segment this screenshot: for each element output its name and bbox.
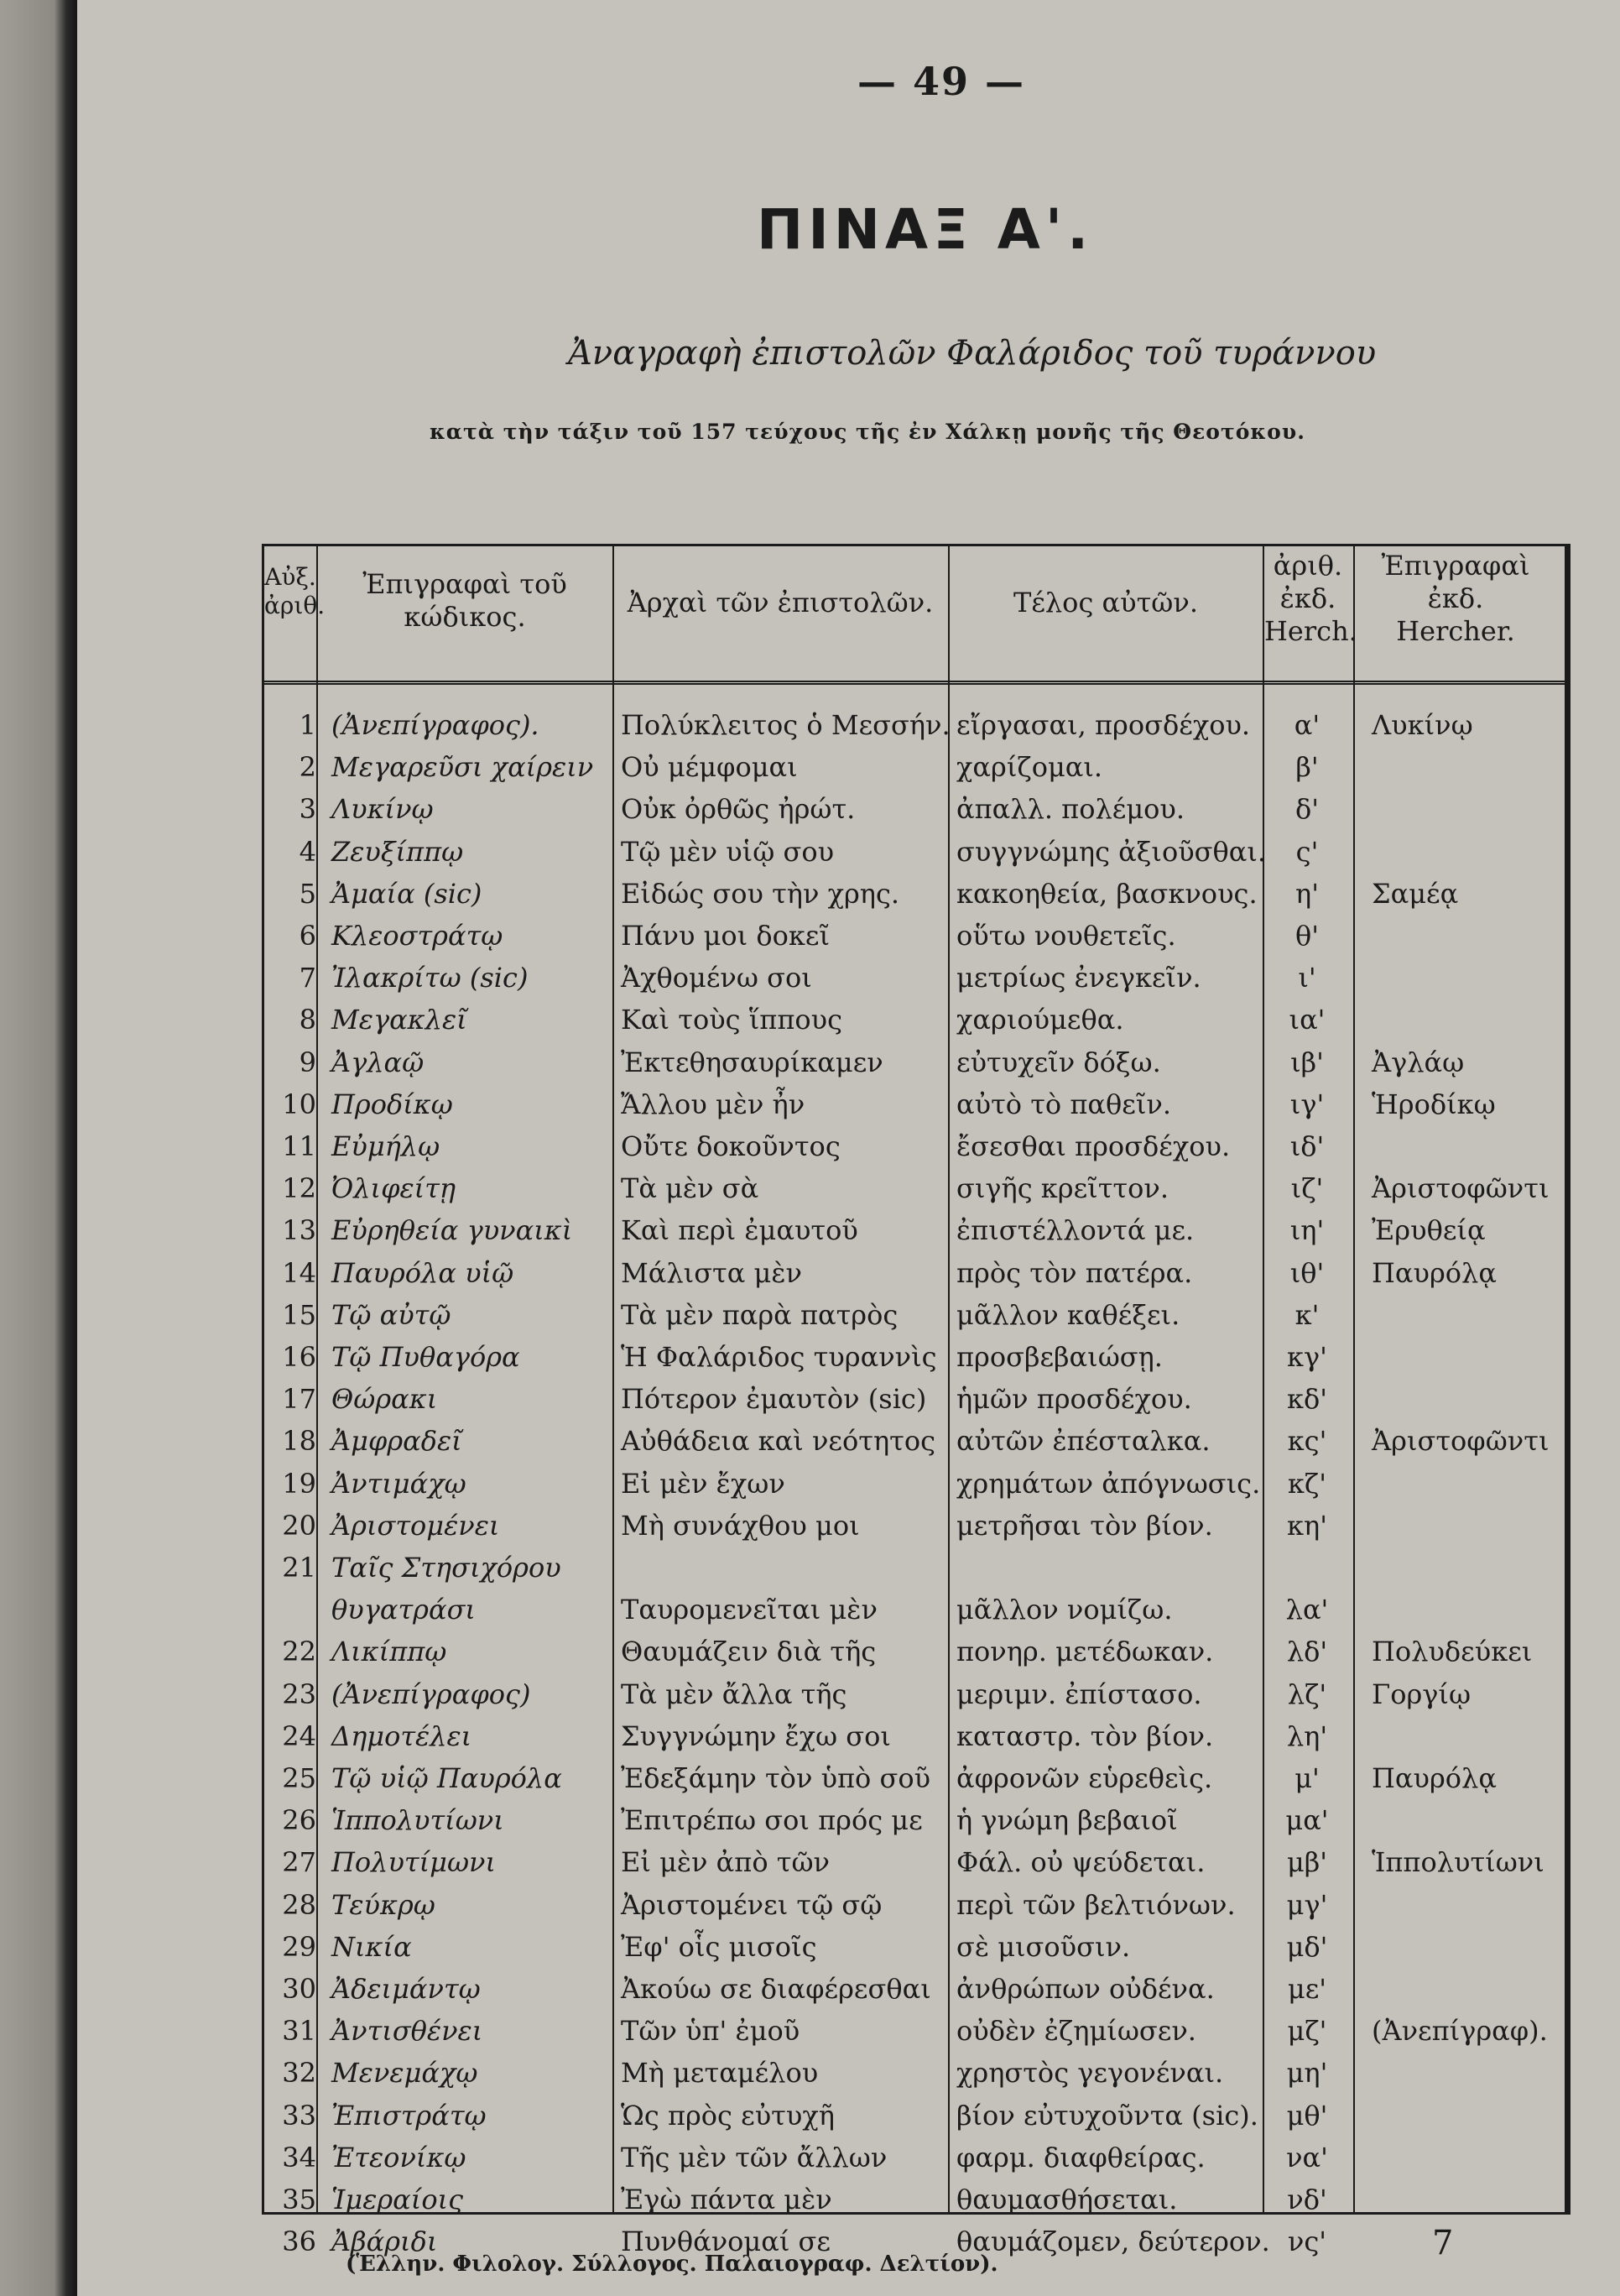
row-inscription: (Ἀνεπίγραφος). xyxy=(331,709,539,741)
row-inscription: Ἰλακρίτω (sic) xyxy=(331,962,529,994)
row-hercher-number: κ' xyxy=(1294,1298,1320,1331)
row-inscription: Τῷ αὐτῷ xyxy=(331,1298,451,1331)
row-ending: σὲ μισοῦσιν. xyxy=(956,1930,1131,1963)
row-inscription: (Ἀνεπίγραφος) xyxy=(331,1678,531,1710)
header-end-line: Τέλος αὐτῶν. xyxy=(1013,587,1199,618)
row-inscription: Τῷ Πυθαγόρα xyxy=(331,1341,520,1373)
row-inscription: θυγατράσι xyxy=(331,1594,476,1626)
row-ending: οὕτω νουθετεῖς. xyxy=(956,920,1176,952)
row-number: 14 xyxy=(282,1256,316,1289)
row-inscription: Ἱμεραίοις xyxy=(331,2184,464,2215)
row-ending: αὐτῶν ἐπέσταλκα. xyxy=(956,1425,1211,1458)
row-number: 6 xyxy=(299,920,316,952)
header-hercher-number xyxy=(1264,550,1357,648)
row-ending: ἡμῶν προσδέχου. xyxy=(956,1383,1192,1416)
row-beginning: Καὶ τοὺς ἵππους xyxy=(621,1004,842,1036)
row-hercher-number: κη' xyxy=(1287,1509,1327,1542)
row-beginning: Οὔτε δοκοῦντος xyxy=(621,1130,841,1162)
row-inscription: Ὀλιφείτῃ xyxy=(331,1172,456,1205)
row-hercher-number: ιζ' xyxy=(1290,1172,1324,1205)
row-hercher-number: νδ' xyxy=(1287,2184,1327,2215)
row-beginning: Ἀκούω σε διαφέρεσθαι xyxy=(621,1973,931,2005)
page-subtitle: Ἀναγραφὴ ἐπιστολῶν Φαλάριδος τοῦ τυράννου xyxy=(568,334,1377,373)
row-inscription: Δημοτέλει xyxy=(331,1719,472,1752)
row-ending: αὐτὸ τὸ παθεῖν. xyxy=(956,1088,1171,1120)
page-number: — 49 — xyxy=(857,59,1026,104)
header-hercher-line: Ἐπιγραφαὶ xyxy=(1381,550,1530,582)
row-ending: ἐπιστέλλοντά με. xyxy=(956,1214,1195,1247)
row-number: 30 xyxy=(282,1973,316,2005)
row-hercher-number: μδ' xyxy=(1286,1930,1328,1963)
row-hercher-number: μζ' xyxy=(1287,2015,1327,2048)
table-row xyxy=(264,876,1565,911)
row-hercher-inscription: Ἡροδίκῳ xyxy=(1372,1088,1496,1120)
row-ending: πονηρ. μετέδωκαν. xyxy=(956,1636,1214,1668)
row-beginning: Μάλιστα μὲν xyxy=(621,1256,802,1289)
header-num xyxy=(264,563,326,620)
row-ending: θαυμάζομεν, δεύτερον. xyxy=(956,2226,1270,2258)
row-beginning: Ἀχθομένω σοι xyxy=(621,962,812,994)
table-row xyxy=(264,2140,1565,2175)
row-hercher-number: ι' xyxy=(1298,962,1316,994)
row-number: 34 xyxy=(282,2141,316,2173)
table-row xyxy=(264,749,1565,785)
row-beginning: Ἄλλου μὲν ἦν xyxy=(621,1088,805,1120)
row-ending: καταστρ. τὸν βίον. xyxy=(956,1719,1214,1752)
header-endings xyxy=(950,587,1262,619)
row-number: 25 xyxy=(282,1762,316,1794)
table-row xyxy=(264,1297,1565,1333)
row-beginning: Τὰ μὲν σὰ xyxy=(621,1172,759,1205)
row-ending: μετρῆσαι τὸν βίον. xyxy=(956,1509,1213,1542)
row-inscription: Ἐτεονίκῳ xyxy=(331,2141,466,2173)
row-ending: εὐτυχεῖν δόξω. xyxy=(956,1046,1161,1078)
row-number: 28 xyxy=(282,1888,316,1921)
row-hercher-number: λζ' xyxy=(1287,1678,1327,1710)
table-row xyxy=(264,1255,1565,1291)
header-num-line: ἀριθ. xyxy=(264,592,326,620)
row-hercher-number: μα' xyxy=(1285,1804,1329,1837)
row-beginning: Καὶ περὶ ἐμαυτοῦ xyxy=(621,1214,858,1247)
row-hercher-number: κζ' xyxy=(1287,1467,1327,1500)
header-begin-line: Ἀρχαὶ τῶν ἐπιστολῶν. xyxy=(627,587,934,618)
row-ending: ἀφρονῶν εὑρεθεὶς. xyxy=(956,1762,1213,1794)
row-ending: πρὸς τὸν πατέρα. xyxy=(956,1256,1193,1289)
row-hercher-number: μβ' xyxy=(1286,1846,1328,1879)
row-beginning: Οὐ μέμφομαι xyxy=(621,751,798,784)
row-ending: φαρμ. διαφθείρας. xyxy=(956,2141,1206,2173)
row-inscription: Εὐρηθεία γυναικὶ xyxy=(331,1214,573,1247)
row-number: 21 xyxy=(282,1552,316,1584)
row-ending: περὶ τῶν βελτιόνων. xyxy=(956,1888,1236,1921)
row-beginning: Αὐθάδεια καὶ νεότητος xyxy=(621,1425,935,1458)
row-beginning: Μὴ μεταμέλου xyxy=(621,2057,819,2090)
row-ending: μεριμν. ἐπίστασο. xyxy=(956,1678,1202,1710)
row-ending: σιγῆς κρεῖττον. xyxy=(956,1172,1169,1205)
row-number: 33 xyxy=(282,2099,316,2132)
row-number: 7 xyxy=(299,962,316,994)
row-beginning: Τὰ μὲν ἄλλα τῆς xyxy=(621,1678,847,1710)
table-row xyxy=(264,1508,1565,1543)
table-row xyxy=(264,2013,1565,2048)
row-number: 36 xyxy=(282,2226,316,2258)
row-number: 10 xyxy=(282,1088,316,1120)
row-ending: ἀνθρώπων οὐδένα. xyxy=(956,1973,1215,2005)
row-beginning: Ἐπιτρέπω σοι πρός με xyxy=(621,1804,923,1837)
row-ending: Φάλ. οὐ ψεύδεται. xyxy=(956,1846,1206,1879)
row-inscription: Νικία xyxy=(331,1930,412,1963)
header-beginnings xyxy=(614,587,946,619)
row-inscription: Μεγαρεῦσι χαίρειν xyxy=(331,751,594,784)
table-row xyxy=(264,2098,1565,2133)
table-row xyxy=(264,1677,1565,1712)
table-row xyxy=(264,834,1565,869)
row-beginning: Εἰ μὲν ἀπὸ τῶν xyxy=(621,1846,830,1879)
row-hercher-inscription: Σαμέᾳ xyxy=(1372,877,1459,910)
row-hercher-number: νς' xyxy=(1287,2226,1327,2258)
header-arith-line: ἐκδ. xyxy=(1279,582,1336,615)
table-row xyxy=(264,1845,1565,1880)
footer-source: (Ἑλλην. Φιλολογ. Σύλλογος. Παλαιογραφ. Δελτίον). xyxy=(346,2252,998,2277)
row-inscription: Μεγακλεῖ xyxy=(331,1004,467,1036)
table-row xyxy=(264,2055,1565,2090)
row-number: 13 xyxy=(282,1214,316,1247)
table-row xyxy=(264,707,1565,743)
row-inscription: Μενεμάχῳ xyxy=(331,2057,478,2090)
row-inscription: Ἀβάριδι xyxy=(331,2226,438,2258)
signature-mark: 7 xyxy=(1432,2224,1454,2262)
row-hercher-number: ιθ' xyxy=(1289,1256,1325,1289)
row-inscription: Λυκίνῳ xyxy=(331,793,434,826)
row-number: 20 xyxy=(282,1509,316,1542)
table-row xyxy=(264,1129,1565,1164)
row-hercher-number: δ' xyxy=(1294,793,1320,826)
header-num-line: Αὐξ. xyxy=(264,563,316,591)
row-hercher-inscription: Παυρόλᾳ xyxy=(1372,1762,1497,1794)
table-row xyxy=(264,1002,1565,1037)
header-hercher-line: ἐκδ. xyxy=(1427,582,1484,615)
row-inscription: Ἀντισθένει xyxy=(331,2015,483,2048)
table-row xyxy=(264,1761,1565,1796)
row-ending: συγγνώμης ἀξιοῦσθαι. xyxy=(956,835,1267,868)
header-hercher-line: Hercher. xyxy=(1396,615,1515,648)
table-row xyxy=(264,1929,1565,1965)
row-hercher-number: λδ' xyxy=(1286,1636,1328,1668)
row-hercher-number: λα' xyxy=(1285,1594,1329,1626)
row-ending: θαυμασθήσεται. xyxy=(956,2184,1178,2215)
row-inscription: Ἐπιστράτῳ xyxy=(331,2099,487,2132)
row-ending: προσβεβαιώσῃ. xyxy=(956,1341,1163,1373)
row-number: 24 xyxy=(282,1719,316,1752)
row-beginning: Πυνθάνομαί σε xyxy=(621,2226,831,2258)
row-ending: μετρίως ἐνεγκεῖν. xyxy=(956,962,1201,994)
row-hercher-number: με' xyxy=(1287,1973,1327,2005)
letters-table xyxy=(262,544,1571,2258)
row-number: 22 xyxy=(282,1636,316,1668)
row-hercher-number: η' xyxy=(1295,877,1319,910)
table-row xyxy=(264,1466,1565,1501)
row-number: 19 xyxy=(282,1467,316,1500)
row-number: 9 xyxy=(299,1046,316,1078)
row-number: 32 xyxy=(282,2057,316,2090)
table-row xyxy=(264,1887,1565,1923)
row-inscription: Θώρακι xyxy=(331,1383,438,1416)
row-beginning: Συγγνώμην ἔχω σοι xyxy=(621,1719,891,1752)
row-inscription: Εὐμήλῳ xyxy=(331,1130,440,1162)
row-number: 31 xyxy=(282,2015,316,2048)
table-row xyxy=(264,1171,1565,1206)
row-hercher-inscription: Ἀριστοφῶντι xyxy=(1372,1172,1550,1205)
row-inscription: Προδίκῳ xyxy=(331,1088,453,1120)
row-beginning: Ἀριστομένει τῷ σῷ xyxy=(621,1888,883,1921)
row-inscription: Ἀμαία (sic) xyxy=(331,877,482,910)
row-inscription: Ἀμφραδεῖ xyxy=(331,1425,462,1458)
row-inscription: Τεύκρῳ xyxy=(331,1888,435,1921)
page-title: ΠΙΝΑΞ Α'. xyxy=(757,197,1094,262)
row-hercher-number: ιδ' xyxy=(1289,1130,1325,1162)
row-inscription: Πολυτίμωνι xyxy=(331,1846,497,1879)
row-hercher-number: ιη' xyxy=(1289,1214,1325,1247)
row-number: 8 xyxy=(299,1004,316,1036)
row-hercher-number: κγ' xyxy=(1287,1341,1327,1373)
row-hercher-inscription: (Ἀνεπίγραφ). xyxy=(1372,2015,1548,2048)
row-beginning: Ὡς πρὸς εὐτυχῆ xyxy=(621,2099,835,2132)
table-row xyxy=(264,918,1565,953)
row-ending: οὐδὲν ἐζημίωσεν. xyxy=(956,2015,1196,2048)
row-inscription: Ἱππολυτίωνι xyxy=(331,1804,504,1837)
row-beginning: Οὐκ ὀρθῶς ἠρώτ. xyxy=(621,793,856,826)
table-row xyxy=(264,1381,1565,1417)
table-row xyxy=(264,1550,1565,1585)
table-row xyxy=(264,1423,1565,1458)
header-hercher-inscriptions xyxy=(1355,550,1556,648)
row-hercher-number: μ' xyxy=(1294,1762,1320,1794)
row-beginning: Τῷ μὲν υἱῷ σου xyxy=(621,835,835,868)
row-inscription: Παυρόλα υἱῷ xyxy=(331,1256,514,1289)
row-number: 18 xyxy=(282,1425,316,1458)
row-ending: ἔσεσθαι προσδέχου. xyxy=(956,1130,1231,1162)
row-hercher-inscription: Γοργίῳ xyxy=(1372,1678,1472,1710)
row-beginning: Πολύκλειτος ὁ Μεσσήν. xyxy=(621,709,951,741)
row-number: 2 xyxy=(299,751,316,784)
row-ending: χρηστὸς γεγονέναι. xyxy=(956,2057,1224,2090)
header-inscriptions xyxy=(318,568,612,634)
row-ending: χαρίζομαι. xyxy=(956,751,1103,784)
row-hercher-number: ς' xyxy=(1295,835,1319,868)
row-inscription: Ἀριστομένει xyxy=(331,1509,500,1542)
row-beginning: Εἰ μὲν ἔχων xyxy=(621,1467,785,1500)
row-hercher-number: λη' xyxy=(1286,1719,1328,1752)
row-number: 16 xyxy=(282,1341,316,1373)
row-beginning: Θαυμάζειν διὰ τῆς xyxy=(621,1636,877,1668)
row-ending: εἴργασαι, προσδέχου. xyxy=(956,709,1251,741)
row-hercher-inscription: Ἀριστοφῶντι xyxy=(1372,1425,1550,1458)
row-beginning: Εἰδώς σου τὴν χρης. xyxy=(621,877,900,910)
row-inscription: Τῷ υἱῷ Παυρόλα xyxy=(331,1762,562,1794)
row-number: 29 xyxy=(282,1930,316,1963)
table-row xyxy=(264,1592,1565,1627)
row-inscription: Ἀδειμάντῳ xyxy=(331,1973,481,2005)
row-ending: ἡ γνώμη βεβαιοῖ xyxy=(956,1804,1178,1837)
row-ending: κακοηθεία, βασκνους. xyxy=(956,877,1258,910)
row-hercher-inscription: Ἐρυθείᾳ xyxy=(1372,1214,1486,1247)
table-row xyxy=(264,960,1565,995)
row-hercher-number: ια' xyxy=(1289,1004,1326,1036)
row-hercher-number: ιγ' xyxy=(1289,1088,1325,1120)
row-number: 23 xyxy=(282,1678,316,1710)
row-hercher-number: μθ' xyxy=(1286,2099,1328,2132)
row-hercher-inscription: Παυρόλᾳ xyxy=(1372,1256,1497,1289)
row-beginning: Ἐγὼ πάντα μὲν xyxy=(621,2184,832,2215)
row-hercher-number: β' xyxy=(1295,751,1319,784)
row-number: 5 xyxy=(299,877,316,910)
table-row xyxy=(264,1087,1565,1122)
row-number: 15 xyxy=(282,1298,316,1331)
row-number: 35 xyxy=(282,2184,316,2215)
row-hercher-number: κς' xyxy=(1287,1425,1327,1458)
row-beginning: Ἐκτεθησαυρίκαμεν xyxy=(621,1046,883,1078)
row-hercher-number: μη' xyxy=(1286,2057,1328,2090)
table-row xyxy=(264,2182,1565,2217)
row-number: 27 xyxy=(282,1846,316,1879)
row-beginning: Ἐδεξάμην τὸν ὑπὸ σοῦ xyxy=(621,1762,931,1794)
row-number: 4 xyxy=(299,835,316,868)
book-binding-edge xyxy=(0,0,77,2296)
row-beginning: Μὴ συνάχθου μοι xyxy=(621,1509,860,1542)
header-inscr-line: κώδικος. xyxy=(404,601,526,634)
table-row xyxy=(264,1803,1565,1838)
row-ending: βίον εὐτυχοῦντα (sic). xyxy=(956,2099,1258,2132)
row-beginning: Τῶν ὑπ' ἐμοῦ xyxy=(621,2015,800,2048)
row-inscription: Ταῖς Στησιχόρου xyxy=(331,1552,561,1584)
header-arith-line: ἀριθ. xyxy=(1273,550,1343,582)
row-inscription: Κλεοστράτῳ xyxy=(331,920,503,952)
table-row xyxy=(264,1719,1565,1754)
table-row xyxy=(264,1213,1565,1248)
row-ending: μᾶλλον νομίζω. xyxy=(956,1594,1173,1626)
row-hercher-number: κδ' xyxy=(1286,1383,1328,1416)
row-ending: μᾶλλον καθέξει. xyxy=(956,1298,1180,1331)
row-beginning: Ταυρομενεῖται μὲν xyxy=(621,1594,878,1626)
row-hercher-inscription: Λυκίνῳ xyxy=(1372,709,1473,741)
row-hercher-inscription: Ἀγλάῳ xyxy=(1372,1046,1465,1078)
row-hercher-number: να' xyxy=(1286,2141,1328,2173)
table-row xyxy=(264,1634,1565,1669)
row-ending: ἀπαλλ. πολέμου. xyxy=(956,793,1185,826)
row-ending: χαριούμεθα. xyxy=(956,1004,1124,1036)
row-number: 26 xyxy=(282,1804,316,1837)
header-arith-line: Herch. xyxy=(1264,615,1357,648)
row-number: 11 xyxy=(282,1130,316,1162)
row-beginning: Ἐφ' οἷς μισοῖς xyxy=(621,1930,817,1963)
row-number: 3 xyxy=(299,793,316,826)
row-beginning: Τῆς μὲν τῶν ἄλλων xyxy=(621,2141,888,2173)
row-beginning: Πότερον ἐμαυτὸν (sic) xyxy=(621,1383,927,1416)
row-beginning: Πάνυ μοι δοκεῖ xyxy=(621,920,831,952)
header-inscr-line: Ἐπιγραφαὶ τοῦ xyxy=(362,568,567,600)
row-number: 12 xyxy=(282,1172,316,1205)
table-row xyxy=(264,1045,1565,1080)
document-page xyxy=(77,0,1620,2296)
row-beginning: Τὰ μὲν παρὰ πατρὸς xyxy=(621,1298,899,1331)
row-ending: χρημάτων ἀπόγνωσις. xyxy=(956,1467,1261,1500)
row-hercher-inscription: Ἱππολυτίωνι xyxy=(1372,1846,1544,1879)
row-beginning: Ἡ Φαλάριδος τυραννὶς xyxy=(621,1341,937,1373)
page-subtitle-source: κατὰ τὴν τάξιν τοῦ 157 τεύχους τῆς ἐν Χάλκῃ μονῆς τῆς Θεοτόκου. xyxy=(430,420,1305,444)
row-hercher-inscription: Πολυδεύκει xyxy=(1372,1636,1533,1668)
header-rule xyxy=(264,681,1565,685)
row-hercher-number: θ' xyxy=(1294,920,1320,952)
row-inscription: Λικίππῳ xyxy=(331,1636,447,1668)
row-hercher-number: α' xyxy=(1294,709,1320,741)
row-number: 17 xyxy=(282,1383,316,1416)
row-number: 1 xyxy=(299,709,316,741)
row-inscription: Ζευξίππῳ xyxy=(331,835,464,868)
table-row xyxy=(264,1339,1565,1375)
row-inscription: Ἀντιμάχῳ xyxy=(331,1467,466,1500)
table-row xyxy=(264,791,1565,827)
table-row xyxy=(264,1971,1565,2006)
row-inscription: Ἀγλαῷ xyxy=(331,1046,425,1078)
row-hercher-number: ιβ' xyxy=(1290,1046,1324,1078)
row-hercher-number: μγ' xyxy=(1286,1888,1328,1921)
